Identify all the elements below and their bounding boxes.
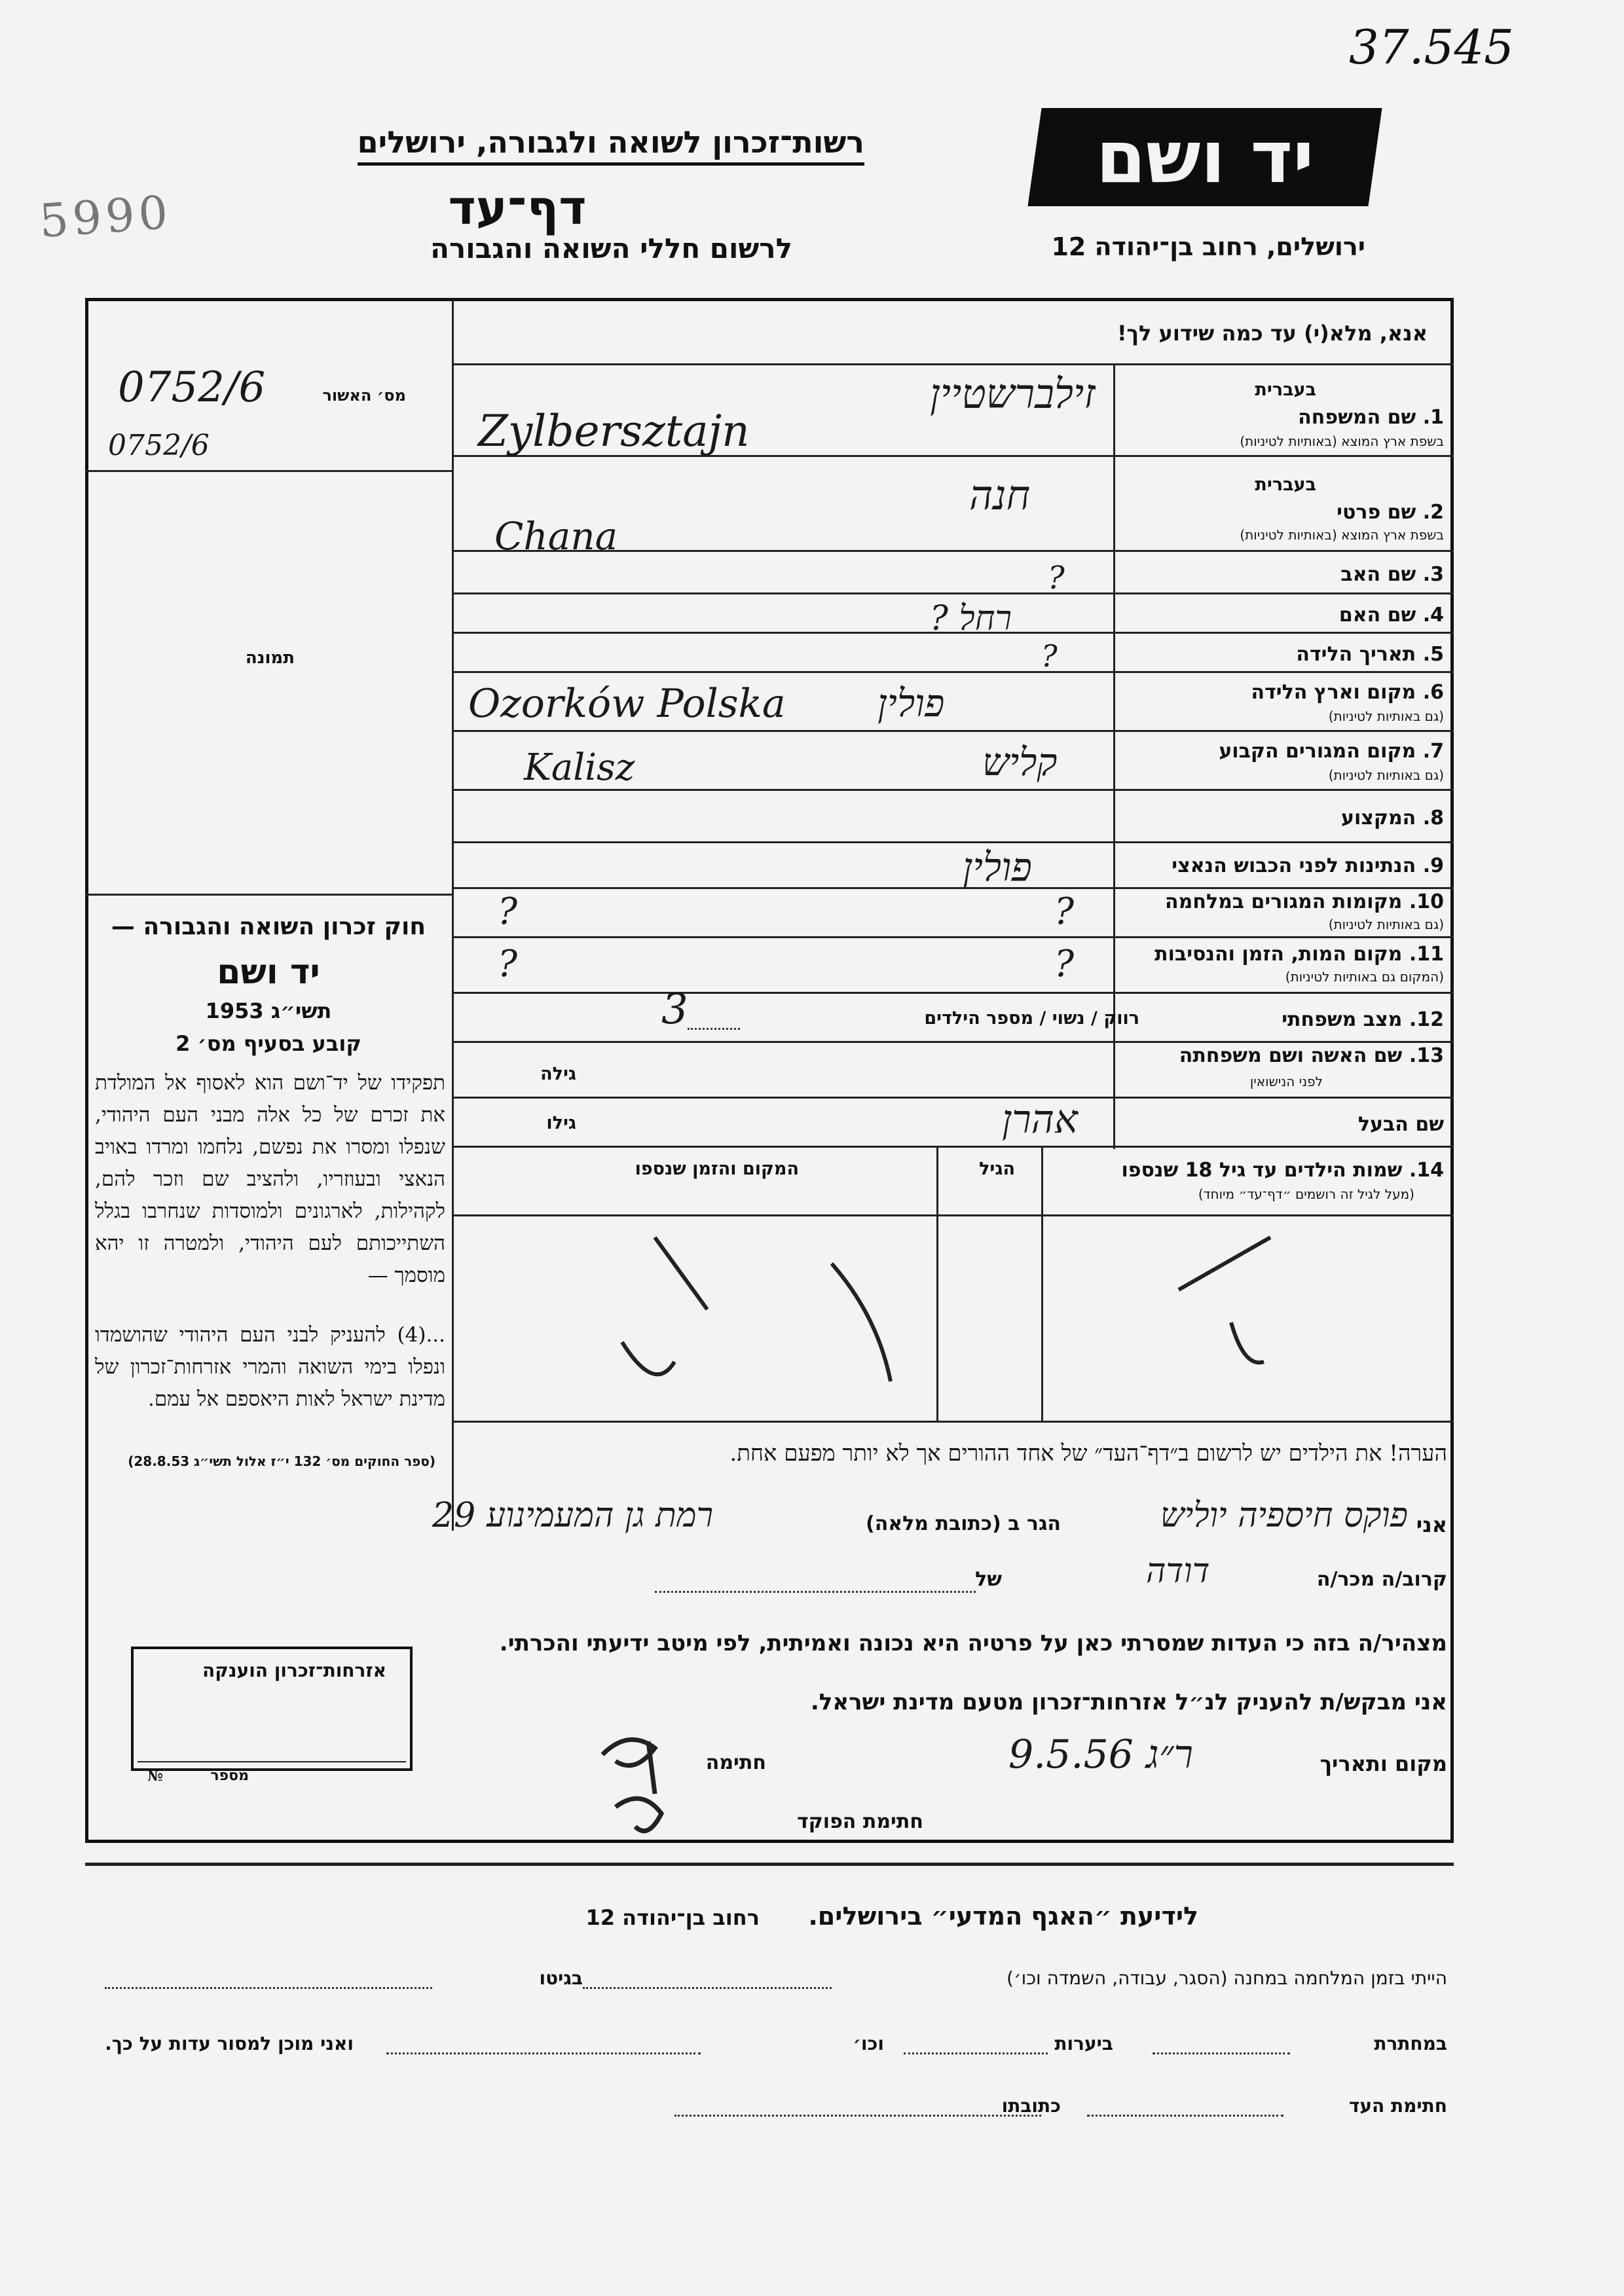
bottom-line1-ghetto: בגיטו [539, 1967, 583, 1989]
field-1-value-hebrew[interactable]: זילברשטיין [930, 370, 1096, 418]
registration-number-2: 0752/6 [108, 429, 210, 462]
field-9-text: הנתינות לפני הכבוש הנאצי [1172, 854, 1416, 877]
field-14-sub: (מעל לגיל זה רושמים ״דף־עד״ מיוחד) [1198, 1186, 1414, 1202]
field-2-num: 2. [1422, 501, 1444, 524]
field-2-value-latin[interactable]: Chana [494, 514, 618, 558]
bottom-line1-camp: הייתי בזמן המלחמה במחנה (הסגר, עבודה, השמדה וכו׳) [1006, 1967, 1447, 1989]
witness-signature [576, 1715, 707, 1846]
law-text: תפקידו של יד־ושם הוא לאסוף אל המולדת את זכרם של כל אלה מבני העם היהודי, שנפלו ומסרו את נפשם, נלחמו ומרדו באויב הנאצי ובעוזריו, ולהציב שם וזכר להם, לקהילות, לארגונים ולמוסדות שנחרבו בגלל השתייכותם לעם היהודי, ולמטרה זו יהא מוסמך — [95, 1071, 445, 1287]
archive-number: 37.545 [1349, 20, 1514, 75]
field-14-text: שמות הילדים עד גיל 18 שנספו [1121, 1159, 1403, 1182]
bottom-title: לידיעת ״האגף המדעי״ בירושלים. [808, 1902, 1198, 1931]
husband-age-label: גילו [546, 1113, 576, 1133]
law-text-2: ...(4) להעניק לבני העם היהודי שהושמדו ונפלו בימי השואה והמרי אזרחות־זכרון של מדינת ישראל לאות היאספם אל עמם. [95, 1323, 445, 1411]
field-6-value-latin[interactable]: Ozorków Polska [468, 681, 786, 727]
declaration-name[interactable]: פוקס חיספיה יוליש [1160, 1496, 1408, 1535]
address: ירושלים, רחוב בן־יהודה 12 [1051, 232, 1365, 261]
field-12-line [688, 1028, 740, 1030]
field-2-value-hebrew[interactable]: חנה [969, 471, 1031, 519]
field-11-text: מקום המות, הזמן והנסיבות [1154, 943, 1403, 966]
place-date-value[interactable]: ר״ג 9.5.56 [1008, 1732, 1193, 1777]
field-7-value-hebrew[interactable]: קליש [982, 740, 1058, 784]
husband-label: שם הבעל [1357, 1113, 1444, 1136]
citizenship-title: אזרחות־זכרון הוענקה [202, 1660, 386, 1681]
field-1-label [1298, 406, 1444, 429]
bottom-line2-forests: ביערות [1054, 2033, 1113, 2054]
citizenship-number-label: מספר [210, 1768, 249, 1784]
field-1-hebrew-tag: בעברית [1255, 380, 1316, 400]
crossout-right [1179, 1237, 1270, 1362]
field-13-age-label: גילה [540, 1064, 576, 1084]
field-2-hebrew-tag: בעברית [1255, 475, 1316, 495]
field-12-label [1282, 1008, 1444, 1031]
law-clause: קובע בסעיף מס׳ 2 [175, 1031, 361, 1056]
field-3-label [1340, 563, 1444, 586]
declaration-of-label: של [975, 1568, 1002, 1591]
declaration-relative[interactable]: דודה [1146, 1552, 1210, 1591]
field-4-num: 4. [1422, 604, 1444, 627]
field-1-value-latin[interactable]: Zylbersztajn [478, 406, 750, 456]
field-7-num: 7. [1422, 740, 1444, 763]
citizenship-no-label: № [147, 1768, 163, 1785]
field-8-text: המקצוע [1340, 807, 1416, 829]
field-14-num: 14. [1409, 1159, 1444, 1182]
form-title: דף־עד [448, 180, 587, 235]
field-6-num: 6. [1422, 681, 1444, 704]
field-7-value-latin[interactable]: Kalisz [524, 746, 635, 789]
crossout-left [622, 1237, 707, 1374]
field-6-value-hebrew[interactable]: פולין [877, 681, 945, 725]
field-11-label [1154, 943, 1444, 966]
field-2-label [1337, 501, 1444, 524]
declaration-i-label: אני [1416, 1512, 1447, 1537]
form-subtitle: לרשום חללי השואה והגבורה [430, 232, 792, 264]
bottom-line3-signature: חתימת העד [1348, 2095, 1447, 2117]
field-3-value[interactable]: ? [1048, 560, 1065, 596]
field-4-label [1339, 604, 1444, 627]
field-11-value-hebrew[interactable]: ? [1054, 943, 1075, 985]
intro-text: אנא, מלא(י) עד כמה שידוע לך! [1116, 321, 1428, 346]
field-9-label [1172, 854, 1444, 877]
field-2-sub: בשפת ארץ המוצא (באותיות לטיניות) [1240, 527, 1444, 543]
signature-label: חתימה [705, 1751, 766, 1774]
declaration-address[interactable]: רמת גן המעמינוע 29 [432, 1496, 714, 1535]
bottom-line2-testimony: ואני מוכן למסור עדות על כך. [105, 2033, 354, 2054]
field-3-num: 3. [1422, 563, 1444, 586]
field-10-sub: (גם באותיות לטיניות) [1328, 917, 1444, 932]
field-5-num: 5. [1422, 643, 1444, 666]
field-13-text: שם האשה ושם משפחתה [1179, 1044, 1403, 1067]
field-11-num: 11. [1409, 943, 1444, 966]
field-12-children-count[interactable]: 3 [661, 985, 688, 1034]
bottom-line2-underground: במחתרת [1374, 2033, 1447, 2054]
field-13-sub: לפני הנישואין [1249, 1074, 1323, 1089]
field-7-label [1219, 740, 1444, 763]
field-2-text: שם פרטי [1337, 501, 1416, 524]
declaration-request: אני מבקש/ת להעניק לנ״ל אזרחות־זכרון מטעם מדינת ישראל. [810, 1689, 1447, 1715]
declaration-statement: מצהיר/ה בזה כי העדות שמסרתי כאן על פרטיה היא נכונה ואמיתית, לפי מיטב ידיעתי והכרתי. [499, 1630, 1447, 1656]
field-8-label [1341, 807, 1444, 829]
field-1-text: שם המשפחה [1298, 406, 1416, 429]
field-7-sub: (גם באותיות לטיניות) [1328, 767, 1444, 783]
bottom-line3-address: כתובתו [1001, 2095, 1061, 2117]
field-9-num: 9. [1422, 854, 1444, 877]
field-5-value[interactable]: ? [1041, 638, 1058, 674]
law-year: תשי״ג 1953 [205, 998, 332, 1023]
field-6-text: מקום וארץ הלידה [1251, 681, 1416, 704]
field-5-label [1296, 643, 1444, 666]
field-8-num: 8. [1422, 807, 1444, 829]
declaration-residing-label: הגר ב (כתובת מלאה) [865, 1512, 1061, 1535]
authority-name: רשות־זכרון לשואה ולגבורה, ירושלים [358, 124, 864, 166]
bottom-address: רחוב בן־יהודה 12 [585, 1905, 760, 1930]
children-age-header: הגיל [979, 1159, 1015, 1179]
field-12-options: רווק / נשוי / מספר הילדים [924, 1008, 1139, 1029]
archive-stamp: 5990 [37, 185, 174, 248]
field-4-text: שם האם [1338, 604, 1416, 627]
logo-text: יד ושם [1096, 115, 1314, 199]
field-6-label [1251, 681, 1444, 704]
field-10-value-hebrew[interactable]: ? [1054, 890, 1075, 933]
field-13-label [1179, 1044, 1444, 1067]
field-10-num: 10. [1409, 890, 1444, 913]
field-1-num: 1. [1422, 406, 1444, 429]
place-date-label: מקום ותאריך [1320, 1751, 1447, 1776]
field-9-value[interactable]: פולין [963, 845, 1032, 890]
field-5-text: תאריך הלידה [1296, 643, 1416, 666]
law-reference: (ספר החוקים מס׳ 132 י״ז אלול תשי״ג 28.8.53) [128, 1453, 435, 1469]
photo-label: תמונה [245, 648, 295, 668]
field-12-text: מצב משפחתי [1282, 1008, 1403, 1031]
field-10-label [1165, 890, 1444, 913]
children-crossout-marks [458, 1218, 1447, 1421]
crossout-mid [832, 1264, 891, 1381]
field-13-num: 13. [1409, 1044, 1444, 1067]
field-6-sub: (גם באותיות לטיניות) [1328, 708, 1444, 724]
yad-vashem-logo [1027, 108, 1382, 206]
field-10-text: מקומות המגורים במלחמה [1165, 890, 1403, 913]
field-7-text: מקום המגורים הקבוע [1219, 740, 1416, 763]
field-4-value[interactable]: רחל ? [930, 599, 1012, 638]
field-3-text: שם האב [1340, 563, 1416, 586]
field-11-sub: (המקום גם באותיות לטיניות) [1285, 969, 1444, 985]
field-11-value-latin[interactable]: ? [498, 943, 518, 985]
field-14-label [1121, 1159, 1444, 1182]
law-title: חוק זכרון השואה והגבורה — [111, 913, 426, 940]
registration-number: 0752/6 [118, 363, 266, 412]
law-name: יד ושם [217, 953, 320, 992]
field-10-value-latin[interactable]: ? [498, 890, 518, 933]
registration-label: מס׳ האשור [322, 386, 406, 405]
note-text: הערה! את הילדים יש לרשום ב״דף־העד״ של אחד ההורים אך לא יותר מפעם אחת. [729, 1440, 1447, 1467]
field-1-sub: בשפת ארץ המוצא (באותיות לטיניות) [1240, 433, 1444, 449]
field-12-num: 12. [1409, 1008, 1444, 1031]
officer-label: חתימת הפוקד [797, 1810, 923, 1833]
declaration-relative-label: קרוב/ה מכר/ה [1316, 1568, 1447, 1591]
husband-name[interactable]: אהרן [1002, 1097, 1078, 1142]
bottom-line2-etc: וכו׳ [853, 2033, 884, 2054]
children-place-header: המקום והזמן שנספו [635, 1159, 799, 1179]
